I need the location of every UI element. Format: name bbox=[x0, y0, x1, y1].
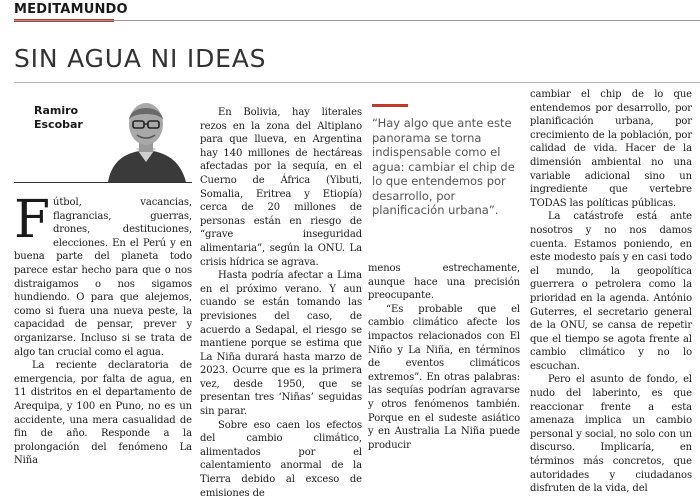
paragraph-2: La catástrofe está ante nosotros y no nos damos cuenta. Estamos poniendo, en este modesto país y en casi todo el mundo, la geopolítica guerrera o petrolera como la prioridad en la agenda. António Guterres, el secretario general de la ONU, se cansa de repetir que el tiempo se agota frente al cambio climático y no lo escuchan. bbox=[530, 211, 692, 372]
column-3 bbox=[368, 262, 520, 452]
author-photo bbox=[100, 90, 192, 182]
paragraph-1 bbox=[14, 190, 192, 359]
paragraph-3: Sobre eso caen los efectos del cambio climático, alimentados por el calentamiento anormal de la Tierra debido al exceso de emisiones de bbox=[200, 419, 362, 499]
headline-rule bbox=[14, 82, 700, 83]
photo-rule bbox=[14, 182, 192, 183]
drop-cap: F bbox=[14, 190, 50, 250]
headline: SIN AGUA NI IDEAS bbox=[14, 44, 267, 73]
paragraph-3: Pero el asunto de fondo, el nudo del laberinto, es que reaccionar frente a esta amenaza implica un cambio personal y social, no solo con un discurso. Implicaría, en términos más concretos, que autoridades y ciudadanos disfruten de la vida, del bbox=[530, 374, 692, 495]
paragraph-1: En Bolivia, hay literales rezos en la zona del Altiplano para que llueva, en Argentina hay 140 millones de hectáreas afectadas por la sequía, en el Cuerno de África (Yibuti, Somalia, Eritrea y Etiopía) cerca de 20 millones de personas están en riesgo de “grave inseguridad alimentaria”, según la ONU. La crisis hídrica se agrava. bbox=[200, 107, 362, 268]
author-last-name: Escobar bbox=[34, 118, 83, 131]
paragraph-2: Hasta podría afectar a Lima en el próximo verano. Y aun cuando se están tomando las previsiones del caso, de acuerdo a Sedapal, el riesgo se mantiene porque se estima que La Niña durará hasta marzo de 2023. Ocurre que es la primera vez, desde 1950, que se presentan tres ‘Niñas’ seguidas sin parar. bbox=[200, 270, 362, 418]
section-tag: MEDITAMUNDO bbox=[14, 2, 128, 17]
paragraph-2: “Es probable que el cambio climático afecte los impactos relacionados con El Niño y La Niña, en términos de eventos climáticos extremos”. En otras palabras: las sequías podrían agravarse y otros fenómenos también. Porque en el sudeste asiático y en Australia La Niña puede producir bbox=[368, 303, 520, 451]
paragraph-1-text: útbol, vacancias, flagrancias, guerras, drones, destituciones, elecciones. En el Perú y en buena parte del planeta todo parece estar hecho para que o nos distraigamos o nos sigamos hundiendo. O para que alejemos, como si fuera una nueva peste, la capacidad de pensar, prever y organizarse. Incluso si se trata de algo tan crucial como el agua. bbox=[14, 197, 192, 358]
paragraph-1: cambiar el chip de lo que entendemos por desarrollo, por planificación urbana, por crecimiento de la población, por calidad de vida. Hacer de la dimensión ambiental no una variable adicional sino un ingrediente que vertebre TODAS las políticas públicas. bbox=[530, 89, 692, 209]
column-1 bbox=[14, 190, 192, 468]
column-4 bbox=[530, 88, 692, 496]
author-byline bbox=[34, 104, 83, 132]
author-first-name: Ramiro bbox=[34, 104, 79, 117]
paragraph-1: menos estrechamente, aunque hace una precisión preocupante. bbox=[368, 263, 520, 302]
paragraph-2: La reciente declaratoria de emergencia, por falta de agua, en 11 distritos en el departamento de Arequipa, y 100 en Puno, no es un accidente, una mera casualidad de fin de año. Responde a la prolongación del fenómeno La Niña bbox=[14, 360, 192, 467]
pullquote: “Hay algo que ante este panorama se torna indispensable como el agua: cambiar el chip de lo que entendemos por desarrollo, por planificación urbana”. bbox=[372, 116, 515, 217]
column-2 bbox=[200, 106, 362, 500]
pullquote-accent bbox=[372, 104, 408, 107]
section-rule bbox=[14, 20, 700, 21]
